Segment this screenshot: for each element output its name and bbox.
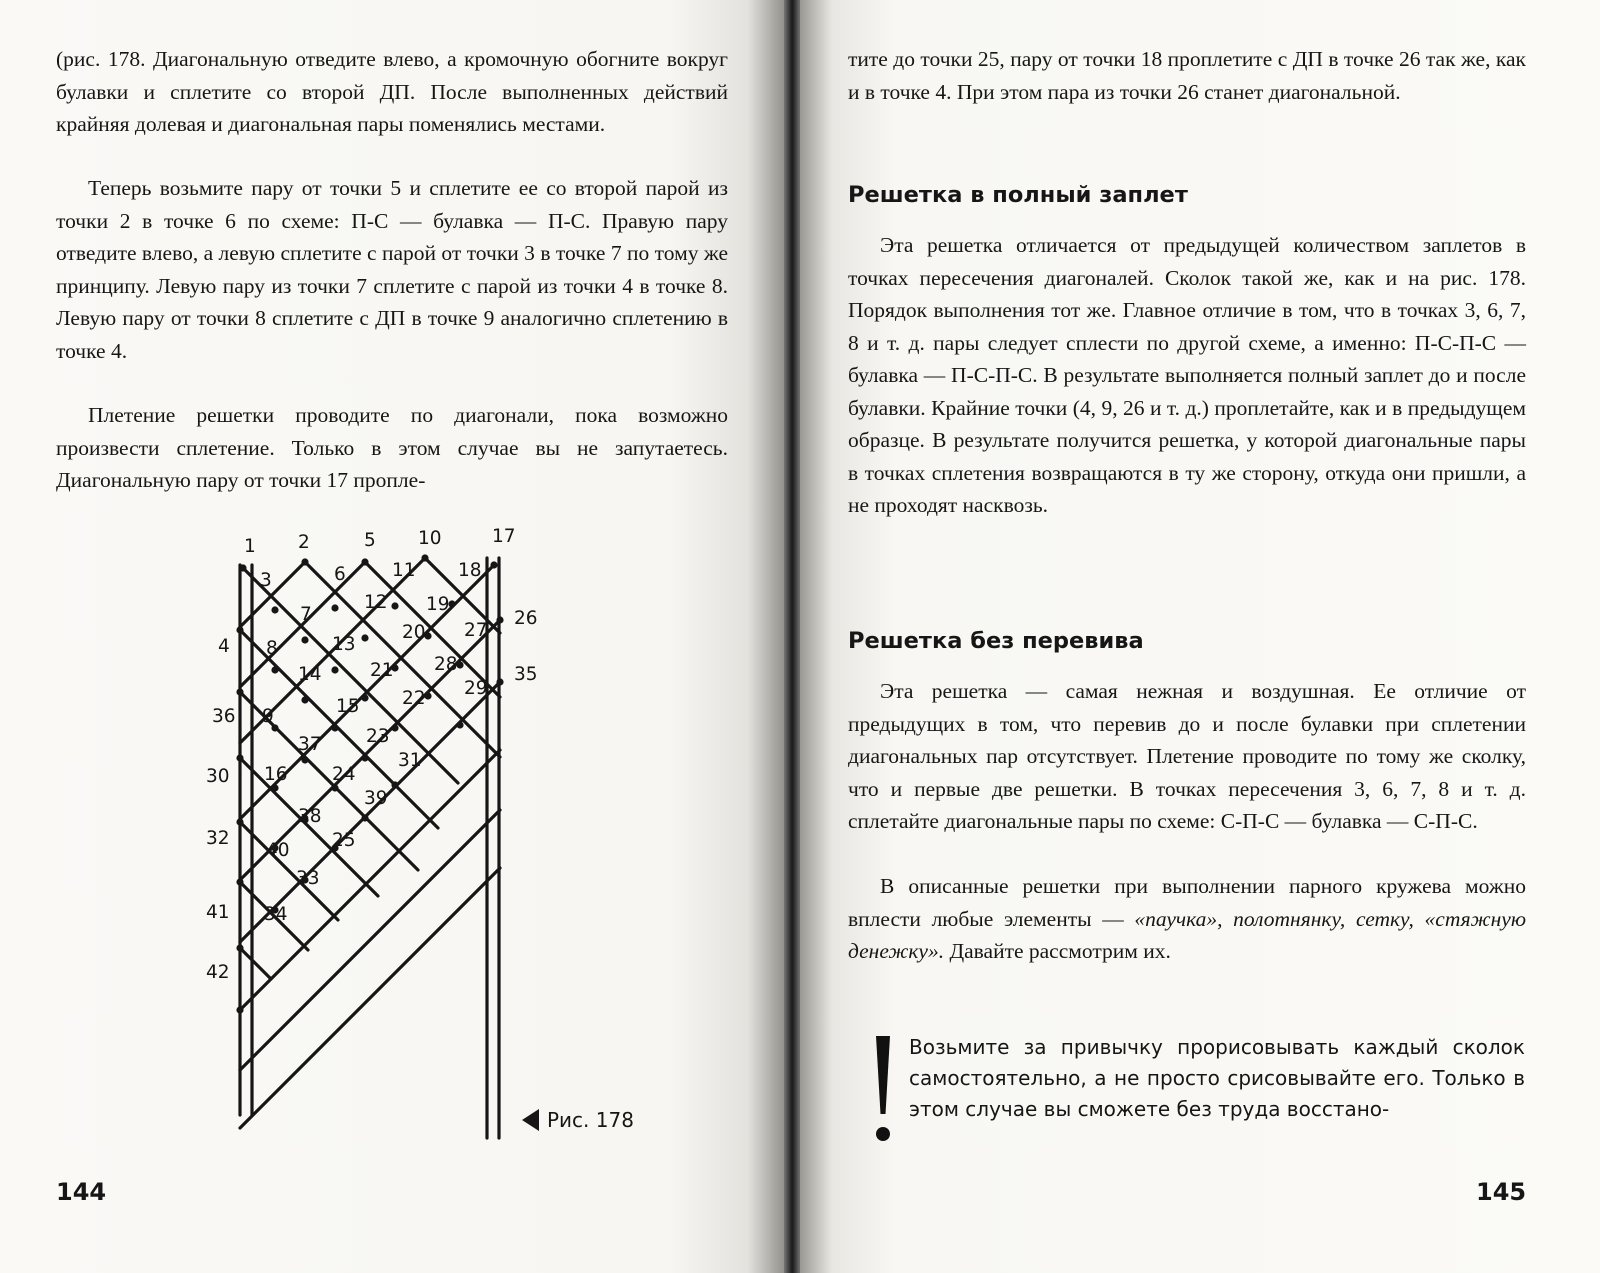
pin-point (236, 688, 243, 695)
caption-arrow-icon (522, 1109, 539, 1131)
point-label: 24 (332, 764, 356, 785)
pin-point (361, 558, 368, 565)
pin-point (236, 1006, 243, 1013)
section-no-perevit-text-2 (848, 870, 1526, 968)
paragraph-2-elements: «паучка», полотнянку, сетку, «стяжную денежку». (848, 906, 1526, 963)
pin-point (456, 721, 463, 728)
right-continuation: тите до точки 25, пару от точки 18 проплетите с ДП в точке 26 так же, как и в точке 4. При этом пара из точки 26 станет диагональной. (848, 47, 1526, 104)
point-label: 19 (426, 594, 450, 615)
pin-point (301, 558, 308, 565)
figure-caption (522, 1108, 634, 1132)
point-label: 37 (298, 734, 322, 755)
pin-point (331, 604, 338, 611)
pin-point (496, 678, 503, 685)
right-page (800, 0, 1600, 1273)
pin-point (496, 616, 503, 623)
section-full-zaplet-text: Эта решетка отличается от предыдущей количеством заплетов в точках пересечения диагоналей. Сколок такой же, как и на рис. 178. Порядок выполнения тот же. Главное отличие в том, что в точках 3, 6, 7, 8 и т. д. пары следует сплести по другой схеме, а именно: П-С-П-С — булавка — П-С-П-С. В результате выполняется полный заплет до и после булавки. Крайние точки (4, 9, 26 и т. д.) проплетайте, как и в предыдущем образце. В результате получится решетка, у которой диагональные пары в точках сплетения возвращаются в ту же сторону, откуда они пришли, а не проходят насквозь. (848, 233, 1526, 517)
pin-point (271, 784, 278, 791)
point-label: 40 (266, 840, 290, 861)
left-paragraph-1: (рис. 178. Диагональную отведите влево, а кромочную обогните вокруг булавки и сплетите со второй ДП. После выполненных действий крайняя долевая и диагональная пары поменялись местами. (56, 47, 728, 136)
left-paragraph-3: Плетение решетки проводите по диагонали, пока возможно произвести сплетение. Только в этом случае вы не запутаетесь. Диагональную пару от точки 17 пропле- (56, 403, 728, 492)
pin-point (490, 561, 497, 568)
point-label: 28 (434, 654, 458, 675)
left-paragraph-2: Теперь возьмите пару от точки 5 и сплетите ее со второй парой из точки 2 в точке 6 по схеме: П-С — булавка — П-С. Правую пару отведите влево, а левую сплетите с парой от точки 3 в точке 7 по тому же принципу. Левую пару из точки 7 сплетите с парой из точки 4 в точке 8. Левую пару от точки 8 сплетите с ДП в точке 9 аналогично сплетению в точке 4. (56, 176, 728, 363)
pin-point (391, 602, 398, 609)
point-label: 14 (298, 664, 322, 685)
pin-point (361, 694, 368, 701)
point-label: 7 (300, 604, 312, 625)
thread-line (240, 630, 438, 828)
pin-point (236, 754, 243, 761)
paragraph-2-end: Давайте рассмотрим их. (944, 939, 1171, 963)
pin-point (331, 784, 338, 791)
pin-point (301, 756, 308, 763)
point-label: 38 (298, 806, 322, 827)
paragraph-2-start: В описанные решетки при выполнении парного кружева можно вплести любые элементы — (848, 874, 1526, 931)
pin-point (236, 818, 243, 825)
point-label: 23 (366, 726, 390, 747)
left-page (0, 0, 787, 1273)
pin-point (271, 606, 278, 613)
point-label: 31 (398, 750, 422, 771)
pin-point (361, 754, 368, 761)
point-label: 16 (264, 764, 288, 785)
point-label: 29 (464, 678, 488, 699)
figure-caption-text: Рис. 178 (547, 1108, 634, 1132)
point-label: 15 (336, 696, 360, 717)
page-number-right: 145 (1476, 1178, 1527, 1206)
point-label: 27 (464, 620, 488, 641)
pin-point (301, 696, 308, 703)
point-label: 22 (402, 688, 426, 709)
thread-line (240, 562, 305, 627)
point-label: 39 (364, 788, 388, 809)
point-label: 4 (218, 636, 230, 657)
point-label: 26 (514, 608, 538, 629)
point-label: 41 (206, 902, 230, 923)
section-heading-no-perevit: Решетка без перевива (848, 628, 1144, 654)
point-label: 3 (260, 570, 272, 591)
page-number-left: 144 (56, 1178, 107, 1206)
point-label: 5 (364, 530, 376, 551)
point-label: 33 (296, 868, 320, 889)
point-label: 9 (262, 706, 274, 727)
pin-point (236, 944, 243, 951)
pin-point (301, 636, 308, 643)
pin-point (271, 666, 278, 673)
pin-point (236, 878, 243, 885)
pin-point (361, 814, 368, 821)
thread-line (240, 948, 270, 978)
point-label: 10 (418, 528, 442, 549)
pin-point (239, 564, 246, 571)
point-label: 36 (212, 706, 236, 727)
thread-line (240, 682, 500, 942)
point-label: 25 (332, 830, 356, 851)
point-label: 30 (206, 766, 230, 787)
point-label: 35 (514, 664, 538, 685)
pin-point (331, 666, 338, 673)
pin-point (391, 781, 398, 788)
point-label: 1 (244, 536, 256, 557)
point-label: 13 (332, 634, 356, 655)
point-label: 8 (266, 638, 278, 659)
exclamation-icon (873, 1034, 893, 1146)
point-label: 42 (206, 962, 230, 983)
point-label: 20 (402, 622, 426, 643)
pin-point (421, 554, 428, 561)
point-label: 34 (264, 904, 288, 925)
thread-line (240, 822, 338, 920)
point-label: 18 (458, 560, 482, 581)
lace-grid-diagram (200, 510, 560, 1150)
section-no-perevit-text: Эта решетка — самая нежная и воздушная. Ее отличие от предыдущих в том, что перевив до и после булавки при сплетении диагональных пар отсутствует. Плетение проводите по тому же сколку, что и первые две решетки. В точках пересечения 3, 6, 7, 8 и т. д. сплетайте диагональные пары по схеме: С-П-С — булавка — С-П-С. (848, 679, 1526, 833)
section-heading-full-zaplet: Решетка в полный заплет (848, 182, 1188, 208)
tip-note-text: Возьмите за привычку прорисовывать каждый сколок самостоятельно, а не просто срисовывайте его. Только в этом случае вы сможете без труда восстано- (909, 1035, 1525, 1121)
pin-point (391, 724, 398, 731)
point-label: 6 (334, 564, 346, 585)
point-label: 21 (370, 660, 394, 681)
point-label: 12 (364, 592, 388, 613)
pin-point (236, 626, 243, 633)
point-label: 11 (392, 560, 416, 581)
point-label: 2 (298, 532, 310, 553)
point-label: 17 (492, 526, 516, 547)
pin-point (331, 724, 338, 731)
point-label: 32 (206, 828, 230, 849)
pin-point (361, 634, 368, 641)
